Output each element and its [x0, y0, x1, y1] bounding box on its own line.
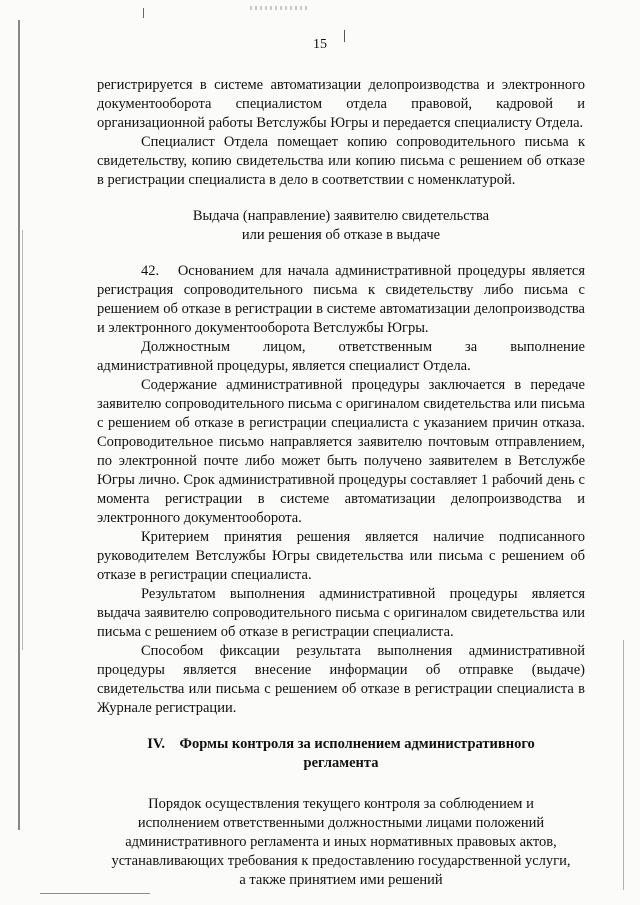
- paragraph: Содержание административной процедуры заключается в передаче заявителю сопроводительного письма с оригиналом свидетельства или письма с решением об отказе в регистрации специалиста с указанием причин отказа. Сопроводительное письмо направляется заявителю почтовым отправлением, по электронной почте либо может быть получено заявителем в Ветслужбе Югры лично. Срок административной процедуры составляет 1 рабочий день с момента регистрации в системе автоматизации делопроизводства и электронного документооборота.: [97, 377, 585, 526]
- paragraph: Результатом выполнения административной процедуры является выдача заявителю сопроводительного письма с оригиналом свидетельства или письма с решением об отказе в регистрации специалиста.: [97, 586, 585, 640]
- scan-edge-line: [18, 20, 20, 830]
- section-heading-line: IV. Формы контроля за исполнением административного: [147, 736, 535, 752]
- section-heading: [97, 735, 585, 773]
- subsection-heading-line: исполнением ответственными должностными лицами положений: [137, 815, 545, 831]
- paragraph: Способом фиксации результата выполнения административной процедуры является внесение информации об отправке (выдаче) свидетельства или письма с решением об отказе в регистрации специалиста в Журнале регистрации.: [97, 643, 585, 716]
- paragraph: Специалист Отдела помещает копию сопроводительного письма к свидетельству, копию свидетельства или копию письма с решением об отказе в регистрации специалиста в дело в соответствии с номенклатурой.: [97, 134, 585, 188]
- subsection-heading-line: а также принятием ими решений: [239, 872, 443, 888]
- page-number: 15: [313, 37, 327, 52]
- subheading-line: или решения об отказе в выдаче: [241, 227, 441, 243]
- scan-edge-line: [623, 640, 624, 890]
- subheading: [97, 207, 585, 245]
- subsection-heading-line: административного регламента и иных нормативных правовых актов,: [125, 834, 557, 850]
- paragraph: Должностным лицом, ответственным за выполнение административной процедуры, является специалист Отдела.: [97, 339, 585, 374]
- subsection-heading-line: устанавливающих требования к предоставлению государственной услуги,: [111, 853, 571, 869]
- subsection-heading: [97, 795, 585, 890]
- paragraph: 42. Основанием для начала административной процедуры является регистрация сопроводительного письма к свидетельству либо письма с решением об отказе в регистрации в системе автоматизации делопроизводства и электронного документооборота Ветслужбы Югры.: [97, 263, 585, 336]
- subsection-heading-line: Порядок осуществления текущего контроля за соблюдением и: [148, 796, 534, 812]
- scan-artifact: [250, 6, 310, 10]
- paragraph: Критерием принятия решения является наличие подписанного руководителем Ветслужбы Югры свидетельства или письма с решением об отказе в регистрации специалиста.: [97, 529, 585, 583]
- paragraph: регистрируется в системе автоматизации делопроизводства и электронного документооборота специалистом отдела правовой, кадровой и организационной работы Ветслужбы Югры и передается специалисту Отдела.: [97, 77, 585, 131]
- section-heading-line: регламента: [303, 755, 379, 771]
- page-body: [97, 76, 585, 890]
- scan-artifact: [143, 8, 144, 18]
- scan-edge-line: [22, 230, 23, 650]
- subheading-line: Выдача (направление) заявителю свидетельства: [192, 208, 490, 224]
- scan-artifact: [40, 893, 150, 894]
